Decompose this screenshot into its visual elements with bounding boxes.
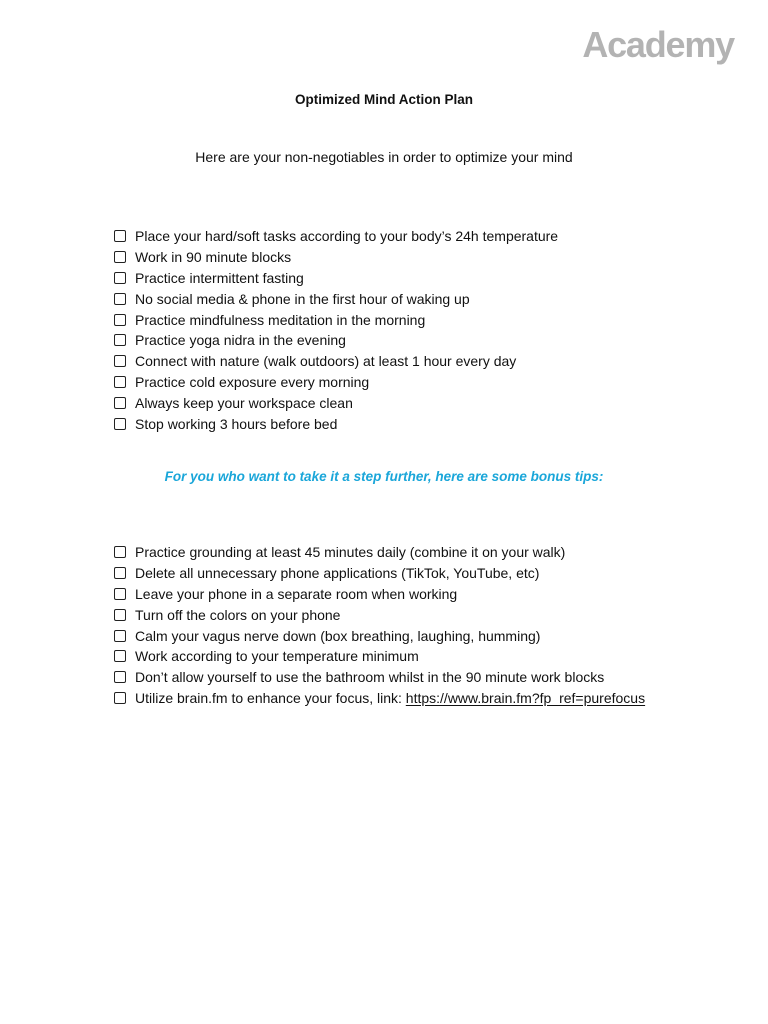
checkbox[interactable] (114, 609, 126, 621)
checklist-item-label: Leave your phone in a separate room when working (135, 585, 458, 602)
checkbox[interactable] (114, 376, 126, 388)
checklist-item (114, 309, 558, 330)
checklist-item-label: Work according to your temperature minimum (135, 648, 419, 665)
checklist-item-label: Don’t allow yourself to use the bathroom whilst in the 90 minute work blocks (135, 669, 605, 686)
checkbox[interactable] (114, 671, 126, 683)
checklist-item-label: Place your hard/soft tasks according to your body’s 24h temperature (135, 228, 559, 245)
bonus-tips-heading: For you who want to take it a step further, here are some bonus tips: (164, 469, 604, 484)
checkbox[interactable] (114, 567, 126, 579)
checklist-item-label: Practice intermittent fasting (135, 269, 304, 286)
bonus-checklist (114, 542, 645, 708)
checklist-item-label: Work in 90 minute blocks (135, 249, 292, 266)
checklist-item (114, 688, 645, 709)
checkbox[interactable] (114, 397, 126, 409)
page-title: Optimized Mind Action Plan (295, 92, 473, 107)
checkbox[interactable] (114, 272, 126, 284)
checklist-item-label: Practice cold exposure every morning (135, 373, 370, 390)
checklist-item-label: Stop working 3 hours before bed (135, 415, 338, 432)
checklist-item (114, 413, 558, 434)
checklist-item-label: Practice mindfulness meditation in the morning (135, 311, 426, 328)
checklist-item (114, 604, 645, 625)
main-checklist (114, 226, 558, 434)
academy-logo: Academy (582, 24, 734, 65)
checklist-item (114, 542, 645, 563)
checklist-item (114, 330, 558, 351)
page-subtitle: Here are your non-negotiables in order to optimize your mind (195, 149, 573, 165)
checklist-item (114, 584, 645, 605)
brain-fm-link[interactable]: https://www.brain.fm?fp_ref=purefocus (405, 689, 646, 706)
checklist-item-label: Calm your vagus nerve down (box breathing, laughing, humming) (135, 627, 541, 644)
checkbox[interactable] (114, 418, 126, 430)
checkbox[interactable] (114, 692, 126, 704)
checklist-item (114, 563, 645, 584)
checklist-item-label: Connect with nature (walk outdoors) at least 1 hour every day (135, 353, 517, 370)
checklist-item (114, 288, 558, 309)
checklist-item-label: No social media & phone in the first hour of waking up (135, 290, 470, 307)
checkbox[interactable] (114, 334, 126, 346)
checkbox[interactable] (114, 293, 126, 305)
checkbox[interactable] (114, 355, 126, 367)
checkbox[interactable] (114, 630, 126, 642)
checklist-item-label: Always keep your workspace clean (135, 394, 353, 411)
checkbox[interactable] (114, 314, 126, 326)
checklist-item (114, 351, 558, 372)
checklist-item (114, 226, 558, 247)
checkbox[interactable] (114, 251, 126, 263)
checkbox[interactable] (114, 230, 126, 242)
checkbox[interactable] (114, 650, 126, 662)
checklist-item-label: Delete all unnecessary phone applications (TikTok, YouTube, etc) (135, 565, 540, 582)
checklist-item-label: Practice yoga nidra in the evening (135, 332, 346, 349)
checklist-item (114, 667, 645, 688)
checklist-item-label: Practice grounding at least 45 minutes daily (combine it on your walk) (135, 544, 566, 561)
checkbox[interactable] (114, 546, 126, 558)
checklist-item-label: Turn off the colors on your phone (135, 606, 341, 623)
checklist-item-label: Utilize brain.fm to enhance your focus, link: (135, 689, 406, 706)
checklist-item (114, 247, 558, 268)
checklist-item (114, 268, 558, 289)
checklist-item (114, 625, 645, 646)
checkbox[interactable] (114, 588, 126, 600)
checklist-item (114, 646, 645, 667)
checklist-item (114, 392, 558, 413)
checklist-item (114, 372, 558, 393)
